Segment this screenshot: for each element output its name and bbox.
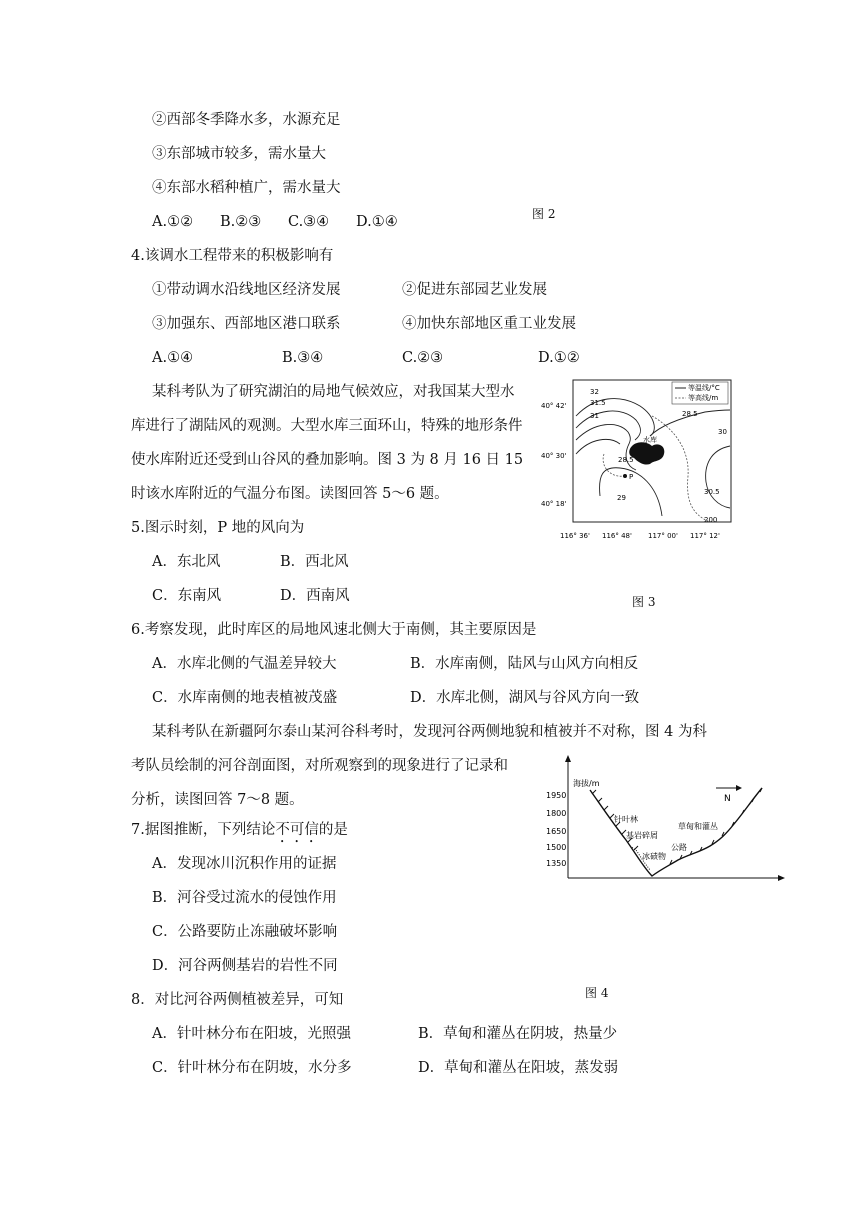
iso-label-29: 29 [617,494,626,502]
legend-contour: 等高线/m [688,394,719,402]
q6-choice-a: A．水库北侧的气温差异较大 [152,656,337,672]
road-label: 公路 [671,843,687,852]
q7-stem-part-b: 的是 [318,822,348,838]
q8-choice-b: B．草甸和灌丛在阴坡，热量少 [418,1026,618,1042]
passage2-line-4: 时该水库附近的气温分布图。读图回答 5～6 题。 [131,486,449,502]
q3-choice-b: B.②③ [220,214,262,230]
figure-4-valley-profile [540,752,785,886]
q6-choice-d: D．水库北侧，湖风与谷风方向一致 [410,690,640,706]
q8-choice-d: D．草甸和灌丛在阳坡，蒸发弱 [418,1060,619,1076]
q6-stem: 6.考察发现，此时库区的局地风速北侧大于南侧，其主要原因是 [131,622,537,638]
ytick-1650: 1650 [546,827,567,836]
lat-label-1: 40° 42' [541,402,567,410]
ytick-1350: 1350 [546,859,567,868]
q7-stem-emphasis: 不可信 [275,822,319,838]
point-p-label: P [629,473,634,481]
q4-option-1: ①带动调水沿线地区经济发展 [152,282,341,298]
lat-label-2: 40° 30' [541,452,567,460]
q4-choice-d: D.①② [538,350,580,366]
ytick-1950: 1950 [546,791,567,800]
figure-3-caption: 图 3 [632,595,656,609]
conifer-label: 针叶林 [614,815,638,824]
passage2-line-2: 库进行了湖陆风的观测。大型水库三面环山，特殊的地形条件 [131,418,523,434]
q5-choice-c: C．东南风 [152,588,222,604]
q7-choice-b: B．河谷受过流水的侵蚀作用 [152,890,337,906]
q6-choice-b: B．水库南侧，陆风与山风方向相反 [410,656,639,672]
reservoir-label: 水库 [643,436,657,444]
q8-choice-c: C．针叶林分布在阴坡，水分多 [152,1060,352,1076]
glacial-label: 冰碛物 [642,852,666,861]
iso-label-31-5: 31.5 [590,399,606,407]
ytick-1800: 1800 [546,809,567,818]
passage3-line-3: 分析，读图回答 7～8 题。 [131,792,304,808]
q5-choice-d: D．西南风 [280,588,350,604]
lon-label-2: 116° 48' [602,532,632,540]
passage2-line-3: 使水库附近还受到山谷风的叠加影响。图 3 为 8 月 16 日 15 [131,452,524,468]
lon-label-3: 117° 00' [648,532,678,540]
bedrock-label: 基岩碎屑 [626,831,658,840]
grass-label: 草甸和灌丛 [678,822,718,831]
passage3-line-1: 某科考队在新疆阿尔泰山某河谷科考时，发现河谷两侧地貌和植被并不对称，图 4 为科 [152,724,707,740]
q3-choice-a: A.①② [152,214,194,230]
figure-3-temperature-map [540,376,736,542]
iso-label-30-5: 30.5 [704,488,720,496]
q7-choice-a: A．发现冰川沉积作用的证据 [152,856,337,872]
q3-option-3: ③东部城市较多，需水量大 [152,146,326,162]
q8-choice-a: A．针叶林分布在阳坡，光照强 [152,1026,351,1042]
iso-label-28-5-b: 28.5 [618,456,634,464]
ytick-1500: 1500 [546,843,567,852]
q7-stem-part-a: 7.据图推断，下列结论 [131,822,276,838]
legend-isotherm: 等温线/°C [688,384,720,392]
q4-choice-c: C.②③ [402,350,444,366]
figure-4-caption: 图 4 [585,986,609,1000]
fig4-ylabel: 海拔/m [573,779,600,788]
point-p-marker [623,474,627,478]
q3-option-2: ②西部冬季降水多，水源充足 [152,112,341,128]
passage2-line-1: 某科考队为了研究湖泊的局地气候效应，对我国某大型水 [152,384,515,400]
passage3-line-2: 考队员绘制的河谷剖面图，对所观察到的现象进行了记录和 [131,758,508,774]
iso-label-31: 31 [590,412,599,420]
q7-choice-d: D．河谷两侧基岩的岩性不同 [152,958,338,974]
q3-choice-c: C.③④ [288,214,330,230]
q3-option-4: ④东部水稻种植广，需水量大 [152,180,341,196]
q4-option-2: ②促进东部园艺业发展 [402,282,547,298]
q4-stem: 4.该调水工程带来的积极影响有 [131,248,334,264]
q7-choice-c: C．公路要防止冻融破坏影响 [152,924,338,940]
q4-choice-b: B.③④ [282,350,324,366]
q8-stem: 8．对比河谷两侧植被差异，可知 [131,992,344,1008]
q6-choice-c: C．水库南侧的地表植被茂盛 [152,690,338,706]
q5-stem: 5.图示时刻，P 地的风向为 [131,520,305,536]
q4-option-3: ③加强东、西部地区港口联系 [152,316,341,332]
iso-label-32: 32 [590,388,599,396]
q7-stem [131,820,348,846]
q3-choice-d: D.①④ [356,214,398,230]
q5-choice-a: A．东北风 [152,554,221,570]
iso-label-30: 30 [718,428,727,436]
lon-label-4: 117° 12' [690,532,720,540]
iso-label-200: 200 [704,516,718,524]
q5-choice-b: B．西北风 [280,554,349,570]
q4-choice-a: A.①④ [152,350,194,366]
lon-label-1: 116° 36' [560,532,590,540]
lat-label-3: 40° 18' [541,500,567,508]
q4-option-4: ④加快东部地区重工业发展 [402,316,576,332]
iso-label-28-5-a: 28.5 [682,410,698,418]
north-label: N [724,794,731,804]
figure-2-caption: 图 2 [532,207,556,221]
